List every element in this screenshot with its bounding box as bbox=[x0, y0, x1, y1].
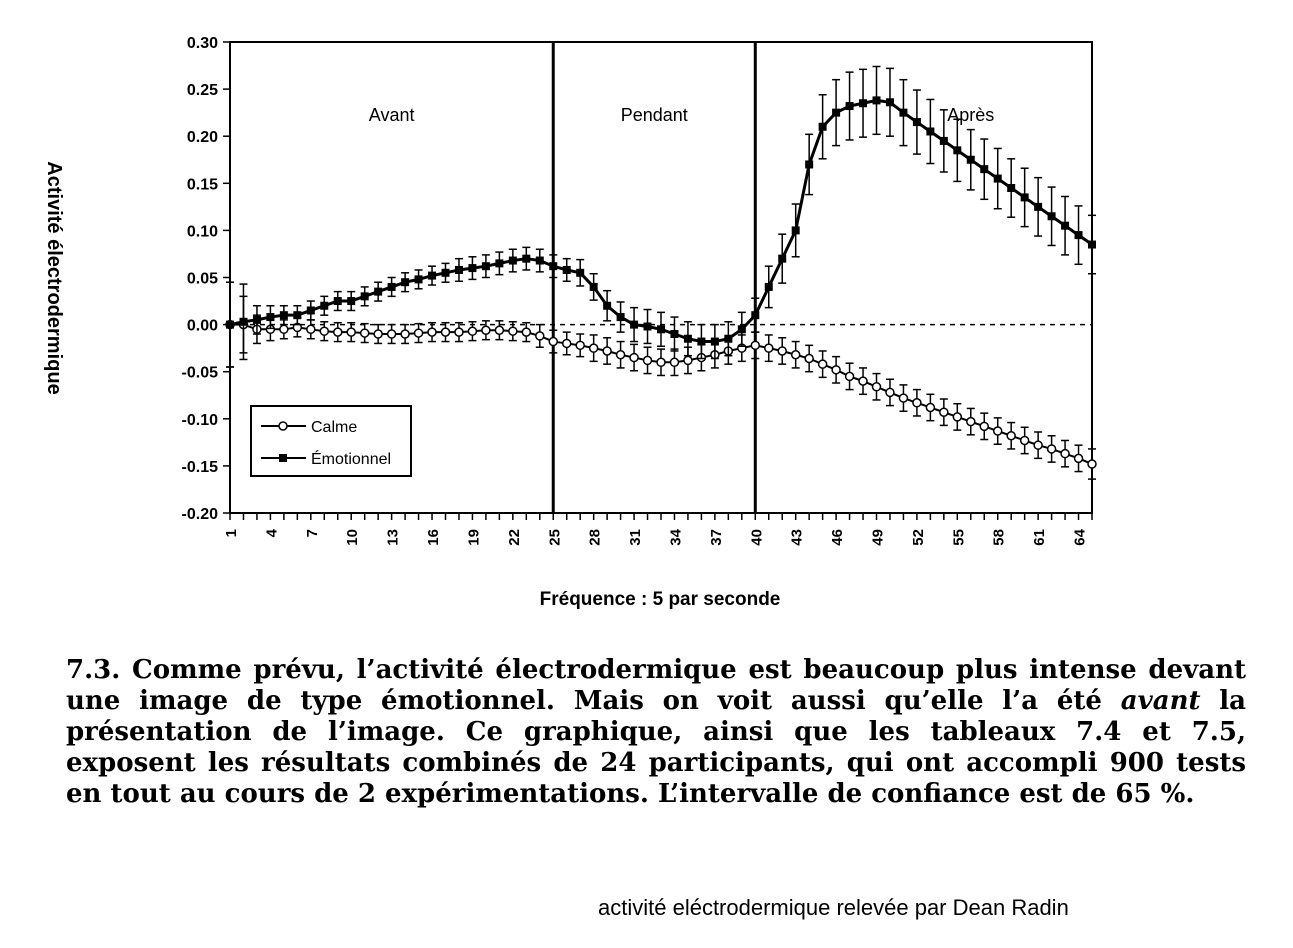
data-point bbox=[751, 341, 759, 349]
legend-marker bbox=[279, 422, 287, 430]
y-tick-label: -0.05 bbox=[181, 364, 218, 382]
data-point bbox=[509, 327, 517, 335]
x-tick-label: 13 bbox=[384, 529, 402, 546]
x-tick-label: 25 bbox=[546, 529, 564, 546]
data-point bbox=[388, 330, 396, 338]
data-point bbox=[684, 335, 692, 343]
data-point bbox=[846, 372, 854, 380]
figure-caption bbox=[66, 655, 1246, 810]
data-point bbox=[320, 327, 328, 335]
y-tick-label: -0.15 bbox=[181, 458, 218, 476]
data-point bbox=[334, 297, 342, 305]
data-point bbox=[899, 394, 907, 402]
source-credit: activité eléctrodermique relevée par Dean Radin bbox=[598, 895, 1069, 920]
data-point bbox=[994, 427, 1002, 435]
legend bbox=[251, 406, 411, 476]
y-tick-label: 0.10 bbox=[186, 223, 218, 241]
data-point bbox=[1088, 241, 1096, 249]
y-tick-label: 0.05 bbox=[186, 270, 218, 288]
x-tick-label: 40 bbox=[748, 529, 766, 546]
data-point bbox=[953, 413, 961, 421]
data-point bbox=[482, 262, 490, 270]
data-point bbox=[940, 408, 948, 416]
legend-marker bbox=[279, 454, 287, 462]
data-point bbox=[724, 335, 732, 343]
data-point bbox=[926, 127, 934, 135]
data-point bbox=[670, 330, 678, 338]
data-point bbox=[657, 358, 665, 366]
data-point bbox=[361, 329, 369, 337]
data-point bbox=[576, 269, 584, 277]
data-point bbox=[1034, 203, 1042, 211]
phase-label: Pendant bbox=[620, 105, 688, 125]
data-point bbox=[1007, 432, 1015, 440]
data-point bbox=[388, 283, 396, 291]
data-point bbox=[320, 302, 328, 310]
y-tick-label: -0.10 bbox=[181, 411, 218, 429]
data-point bbox=[859, 99, 867, 107]
data-point bbox=[792, 226, 800, 234]
x-tick-label: 52 bbox=[909, 529, 927, 546]
data-point bbox=[967, 156, 975, 164]
y-tick-label: 0.00 bbox=[186, 317, 218, 335]
x-tick-label: 28 bbox=[586, 529, 604, 546]
data-point bbox=[1007, 184, 1015, 192]
series-line bbox=[230, 100, 1092, 341]
x-tick-label: 16 bbox=[425, 529, 443, 546]
x-tick-label: 19 bbox=[465, 529, 483, 546]
caption-emphasis: avant bbox=[1120, 686, 1201, 716]
plot-area bbox=[182, 35, 1096, 546]
data-point bbox=[886, 388, 894, 396]
data-point bbox=[280, 311, 288, 319]
data-point bbox=[1088, 460, 1096, 468]
legend-label: Émotionnel bbox=[311, 451, 392, 468]
data-point bbox=[873, 96, 881, 104]
data-point bbox=[549, 338, 557, 346]
x-tick-label: 31 bbox=[627, 529, 645, 546]
phase-label: Avant bbox=[368, 105, 415, 125]
data-point bbox=[684, 356, 692, 364]
data-point bbox=[617, 313, 625, 321]
data-point bbox=[805, 355, 813, 363]
x-tick-label: 43 bbox=[788, 529, 806, 546]
data-point bbox=[778, 255, 786, 263]
data-point bbox=[415, 329, 423, 337]
data-point bbox=[913, 118, 921, 126]
data-point bbox=[522, 255, 530, 263]
y-tick-label: -0.20 bbox=[181, 506, 218, 523]
data-point bbox=[563, 339, 571, 347]
data-point bbox=[307, 325, 315, 333]
data-point bbox=[980, 165, 988, 173]
data-point bbox=[819, 123, 827, 131]
data-point bbox=[711, 338, 719, 346]
data-point bbox=[428, 328, 436, 336]
data-point bbox=[280, 325, 288, 333]
data-point bbox=[765, 344, 773, 352]
data-point bbox=[670, 358, 678, 366]
data-point bbox=[374, 288, 382, 296]
data-point bbox=[859, 377, 867, 385]
data-point bbox=[468, 327, 476, 335]
data-point bbox=[1075, 454, 1083, 462]
data-point bbox=[873, 383, 881, 391]
x-tick-label: 46 bbox=[829, 529, 847, 546]
data-point bbox=[980, 422, 988, 430]
data-point bbox=[1061, 450, 1069, 458]
data-point bbox=[455, 266, 463, 274]
data-point bbox=[953, 146, 961, 154]
data-point bbox=[886, 98, 894, 106]
x-tick-label: 7 bbox=[303, 529, 321, 538]
data-point bbox=[239, 318, 247, 326]
data-point bbox=[307, 306, 315, 314]
data-point bbox=[1021, 436, 1029, 444]
y-tick-label: 0.30 bbox=[186, 35, 218, 52]
data-point bbox=[347, 297, 355, 305]
x-tick-label: 22 bbox=[505, 529, 523, 546]
data-point bbox=[495, 326, 503, 334]
caption-text-1: Comme prévu, l’activité électrodermique est beaucoup plus intense devant une image de type émotionnel. Mais on voit aussi qu’elle l’a été bbox=[66, 655, 1246, 716]
data-point bbox=[442, 328, 450, 336]
data-point bbox=[374, 330, 382, 338]
data-point bbox=[926, 403, 934, 411]
data-point bbox=[576, 341, 584, 349]
y-tick-label: 0.15 bbox=[186, 176, 218, 194]
x-tick-label: 4 bbox=[263, 529, 281, 538]
data-point bbox=[778, 347, 786, 355]
data-point bbox=[630, 321, 638, 329]
caption-number: 7.3. bbox=[66, 655, 121, 685]
data-point bbox=[751, 311, 759, 319]
data-point bbox=[334, 328, 342, 336]
x-tick-label: 1 bbox=[223, 529, 240, 538]
data-point bbox=[899, 109, 907, 117]
x-tick-label: 49 bbox=[869, 529, 887, 546]
data-point bbox=[940, 137, 948, 145]
data-point bbox=[361, 292, 369, 300]
x-tick-label: 37 bbox=[707, 529, 725, 546]
data-point bbox=[415, 275, 423, 283]
phase-label: Après bbox=[947, 105, 995, 125]
y-tick-label: 0.20 bbox=[186, 129, 218, 147]
data-point bbox=[603, 347, 611, 355]
legend-label: Calme bbox=[311, 419, 358, 436]
data-point bbox=[913, 399, 921, 407]
y-axis bbox=[182, 35, 230, 523]
data-point bbox=[967, 418, 975, 426]
x-tick-label: 64 bbox=[1071, 529, 1089, 546]
x-axis-label: Fréquence : 5 par seconde bbox=[539, 589, 781, 610]
data-point bbox=[994, 175, 1002, 183]
data-point bbox=[1034, 441, 1042, 449]
data-point bbox=[832, 109, 840, 117]
data-point bbox=[644, 356, 652, 364]
data-point bbox=[549, 262, 557, 270]
data-point bbox=[495, 259, 503, 267]
data-point bbox=[563, 266, 571, 274]
data-point bbox=[1021, 193, 1029, 201]
data-point bbox=[846, 102, 854, 110]
caption-text-2: la présentation de l’image. Ce graphique, ainsi que les tableaux 7.4 et 7.5, exposent les résultats combinés de 24 participants, qui ont accompli 900 tests en tout au cours de 2 expérimentations. L’intervalle de confiance est de 65 %. bbox=[66, 686, 1247, 809]
data-point bbox=[1061, 222, 1069, 230]
data-point bbox=[401, 278, 409, 286]
data-point bbox=[765, 283, 773, 291]
x-tick-label: 55 bbox=[950, 529, 968, 546]
data-point bbox=[522, 328, 530, 336]
data-point bbox=[347, 328, 355, 336]
data-point bbox=[832, 366, 840, 374]
data-point bbox=[617, 351, 625, 359]
data-point bbox=[697, 338, 705, 346]
data-point bbox=[509, 257, 517, 265]
x-tick-label: 61 bbox=[1031, 529, 1049, 546]
data-point bbox=[644, 322, 652, 330]
data-point bbox=[536, 332, 544, 340]
data-point bbox=[1048, 212, 1056, 220]
data-point bbox=[536, 257, 544, 265]
data-point bbox=[468, 264, 476, 272]
data-point bbox=[226, 321, 234, 329]
data-point bbox=[293, 311, 301, 319]
data-point bbox=[253, 316, 261, 324]
data-point bbox=[657, 325, 665, 333]
data-point bbox=[455, 328, 463, 336]
data-point bbox=[442, 269, 450, 277]
x-tick-label: 58 bbox=[990, 529, 1008, 546]
data-point bbox=[266, 313, 274, 321]
data-point bbox=[792, 351, 800, 359]
y-tick-label: 0.25 bbox=[186, 82, 218, 100]
data-point bbox=[630, 354, 638, 362]
data-point bbox=[590, 283, 598, 291]
data-point bbox=[428, 272, 436, 280]
data-point bbox=[401, 330, 409, 338]
data-point bbox=[590, 344, 598, 352]
data-point bbox=[1048, 445, 1056, 453]
data-point bbox=[819, 360, 827, 368]
data-point bbox=[738, 325, 746, 333]
data-point bbox=[805, 160, 813, 168]
data-point bbox=[1075, 231, 1083, 239]
x-tick-label: 10 bbox=[344, 529, 362, 546]
y-axis-label: Activité électrodermique bbox=[43, 161, 65, 395]
data-point bbox=[603, 302, 611, 310]
x-axis bbox=[223, 513, 1092, 546]
x-tick-label: 34 bbox=[667, 529, 685, 546]
data-point bbox=[482, 326, 490, 334]
